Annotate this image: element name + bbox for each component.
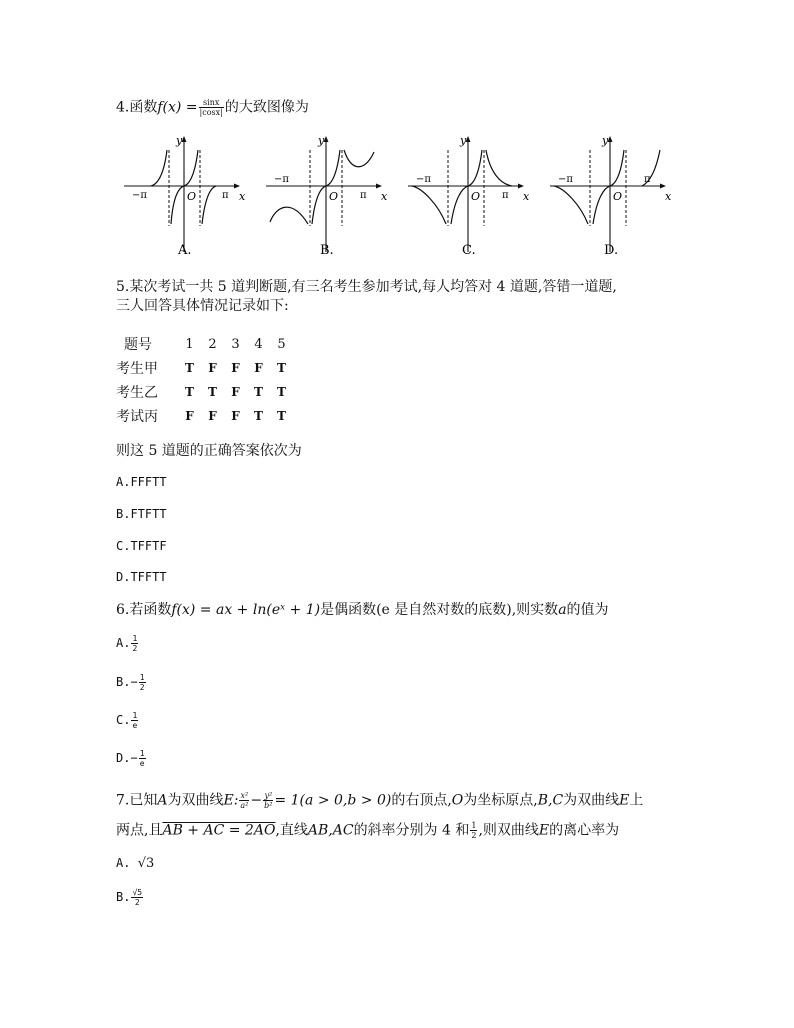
q4-stem	[116, 98, 309, 117]
q7-text: 为坐标原点,	[463, 792, 538, 809]
q4-fraction	[199, 98, 224, 117]
frac-num: y²	[264, 791, 273, 800]
table-cell: F	[231, 361, 240, 375]
q5-question: 则这 5 道题的正确答案依次为	[116, 443, 302, 459]
curve	[151, 150, 167, 186]
pi-label: π	[644, 174, 651, 185]
q6-formula: f(x) = ax + ln(eˣ + 1)	[171, 602, 321, 618]
q7-var: E:	[223, 792, 239, 809]
curve	[554, 186, 588, 224]
pi-label: π	[502, 190, 509, 201]
frac-den: 2	[471, 831, 477, 840]
table-header-cell: 3	[231, 336, 240, 352]
q5-line2: 三人回答具体情况记录如下:	[116, 298, 289, 314]
x-label: x	[381, 190, 388, 203]
curve	[202, 186, 216, 224]
table-row	[116, 404, 293, 428]
q6-end: 的值为	[566, 602, 609, 618]
frac-den: 2	[139, 683, 145, 692]
q7-minus: −	[250, 792, 263, 809]
table-cell: F	[208, 361, 217, 375]
q7-frac-half	[470, 821, 477, 840]
frac-num: 1	[132, 634, 138, 643]
option-label: D.	[116, 751, 131, 765]
neg-pi-label: −π	[132, 190, 147, 201]
frac-num: 1	[139, 673, 145, 682]
q6-option-c	[116, 711, 139, 730]
q7-text: ,直线	[275, 822, 308, 839]
q6-suffix: 是偶函数(e 是自然对数的底数),则实数	[320, 602, 559, 618]
option-fraction	[131, 634, 138, 653]
x-arrow-icon	[376, 184, 382, 189]
q4-prefix: 4.函数	[116, 99, 158, 116]
x-label: x	[665, 190, 672, 203]
neg-pi-label: −π	[558, 174, 573, 185]
y-arrow-icon	[324, 136, 329, 142]
frac-num: √5	[132, 888, 143, 897]
q7-frac-y	[263, 791, 273, 810]
option-label: C.	[116, 713, 131, 727]
row-label: 考生乙	[116, 385, 158, 401]
curve	[486, 150, 512, 186]
table-header-cell: 1	[185, 336, 194, 352]
option-sign: −	[130, 751, 138, 765]
option-label: B.	[116, 675, 131, 689]
frac-den: a²	[240, 801, 249, 810]
q6-option-a	[116, 634, 139, 653]
origin-label: O	[471, 190, 481, 203]
option-label: A.	[116, 856, 131, 870]
q6-var: a	[558, 602, 567, 618]
table-row	[116, 356, 293, 380]
q7-frac-x	[239, 791, 249, 810]
q5-line1: 5.某次考试一共 5 道判断题,有三名考生参加考试,每人均答对 4 道题,答错一道题,	[116, 279, 617, 295]
table-header-cell: 5	[277, 336, 286, 352]
option-fraction	[131, 888, 143, 907]
table-header-cell: 4	[254, 336, 263, 352]
table-cell: T	[185, 361, 194, 375]
option-label: D.	[604, 243, 619, 258]
table-cell: F	[254, 361, 263, 375]
option-label: A.	[178, 243, 192, 258]
table-cell: T	[277, 385, 286, 399]
q7-text: 的右顶点,	[391, 792, 452, 809]
q7-var: B,C	[537, 792, 564, 809]
table-cell: F	[208, 409, 217, 423]
q7-var: AB,AC	[307, 822, 354, 839]
table-cell: T	[254, 409, 263, 423]
q7-line2	[116, 821, 619, 840]
option-fraction	[131, 711, 138, 730]
table-header-label	[116, 332, 178, 356]
y-arrow-icon	[182, 136, 187, 142]
table-cell: T	[208, 385, 217, 399]
table-cell: F	[231, 385, 240, 399]
frac-num: 1	[132, 711, 138, 720]
curve	[270, 207, 308, 224]
table-cell: T	[185, 385, 194, 399]
q7-text: 的离心率为	[549, 822, 620, 839]
q4-function: f(x) =	[157, 99, 198, 116]
q7-var: O	[451, 792, 464, 809]
graph-d	[546, 128, 674, 260]
frac-den: 2	[134, 898, 140, 907]
y-arrow-icon	[466, 136, 471, 142]
q5-option-d: D.TFFTT	[116, 570, 167, 584]
frac-num: x²	[240, 791, 249, 800]
q5-option-b: B.FTFTT	[116, 507, 167, 521]
q7-line1	[116, 791, 643, 810]
table-cell: T	[254, 385, 263, 399]
q7-option-b	[116, 888, 144, 907]
row-label: 考生甲	[116, 361, 158, 377]
frac-den: b²	[264, 801, 273, 810]
q5-option-c: C.TFFTF	[116, 539, 167, 553]
q7-text: ,则双曲线	[478, 822, 539, 839]
y-label: y	[318, 134, 325, 147]
graph-b	[262, 128, 390, 260]
frac-num: 1	[139, 749, 145, 758]
table-header-cell: 2	[208, 336, 217, 352]
q5-option-a: A.FFFTT	[116, 475, 167, 489]
origin-label: O	[187, 190, 197, 203]
q7-text: 两点,且	[116, 822, 163, 839]
y-label: y	[460, 134, 467, 147]
answer-table	[116, 332, 293, 428]
x-arrow-icon	[660, 184, 666, 189]
option-label: C.	[462, 243, 476, 258]
y-arrow-icon	[608, 136, 613, 142]
x-label: x	[523, 190, 530, 203]
option-sign: −	[130, 675, 138, 689]
pi-label: π	[360, 190, 367, 201]
curve	[344, 150, 374, 167]
q6-option-b	[116, 673, 147, 692]
option-fraction	[139, 673, 146, 692]
table-cell: T	[277, 409, 286, 423]
q7-var: E	[538, 822, 550, 839]
table-cell: T	[277, 361, 286, 375]
q7-var: A	[157, 792, 168, 809]
q6-stem	[116, 601, 609, 619]
y-label: y	[602, 134, 609, 147]
x-arrow-icon	[234, 184, 240, 189]
x-arrow-icon	[518, 184, 524, 189]
q6-option-d	[116, 749, 147, 768]
q4-frac-den: |cosx|	[199, 108, 223, 117]
frac-num: 1	[471, 821, 477, 830]
q7-text: 为双曲线	[167, 792, 224, 809]
graph-c	[404, 128, 532, 260]
q4-frac-num: sinx	[199, 98, 224, 108]
q7-vector-equation: AB + AC = 2AO	[162, 822, 276, 839]
curve	[412, 186, 446, 224]
q7-var: E	[619, 792, 630, 809]
q7-text: 7.已知	[116, 792, 158, 809]
option-label: A.	[116, 636, 131, 650]
origin-label: O	[613, 190, 623, 203]
curve	[451, 150, 482, 224]
table-cell: F	[231, 409, 240, 423]
frac-den: e	[139, 759, 145, 768]
q7-option-a	[116, 856, 154, 871]
graph-a	[120, 128, 248, 260]
pi-label: π	[222, 190, 229, 201]
table-header-row	[116, 332, 293, 356]
x-label: x	[239, 190, 246, 203]
y-label: y	[176, 134, 183, 147]
frac-den: 2	[132, 644, 138, 653]
q7-equation: = 1(a > 0,b > 0)	[274, 792, 392, 809]
frac-den: e	[132, 721, 138, 730]
q6-prefix: 6.若函数	[116, 602, 172, 618]
option-fraction	[139, 749, 146, 768]
q4-suffix: 的大致图像为	[224, 99, 309, 116]
row-label: 考试丙	[116, 409, 158, 425]
option-label: B.	[116, 890, 131, 904]
neg-pi-label: −π	[274, 174, 289, 185]
header-label-text: 题号	[124, 337, 152, 353]
neg-pi-label: −π	[416, 174, 431, 185]
q7-text: 的斜率分别为 4 和	[353, 822, 470, 839]
q7-text: 为双曲线	[563, 792, 620, 809]
option-label: B.	[320, 243, 334, 258]
option-value: √3	[137, 856, 155, 871]
curve	[593, 150, 624, 224]
origin-label: O	[329, 190, 339, 203]
q7-text: 上	[629, 792, 644, 809]
table-cell: F	[185, 409, 194, 423]
table-row	[116, 380, 293, 404]
